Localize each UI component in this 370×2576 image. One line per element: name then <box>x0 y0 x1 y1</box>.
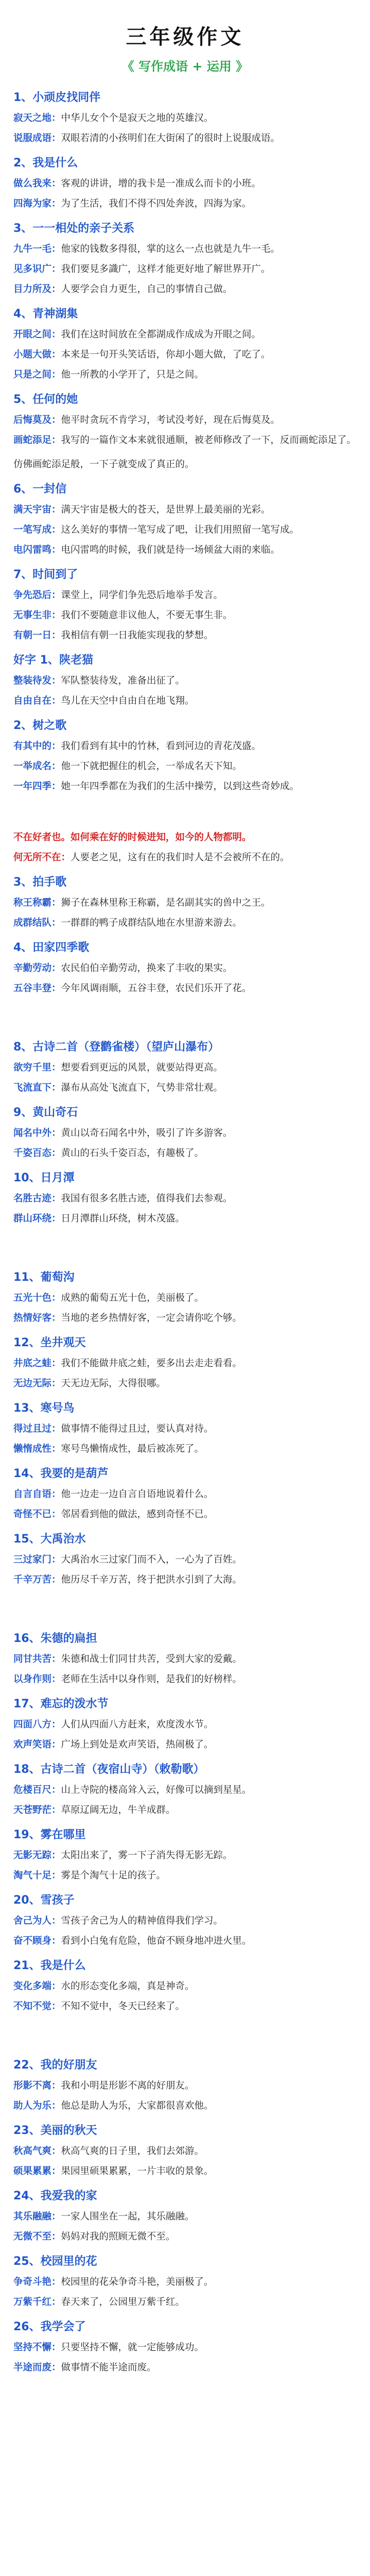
idiom-item <box>13 849 357 866</box>
idiom-term: 四海为家： <box>13 198 61 209</box>
idiom-term: 成群结队： <box>13 918 61 928</box>
idiom-item <box>13 1079 357 1096</box>
idiom-item <box>13 281 357 298</box>
lesson-section <box>13 480 357 558</box>
idiom-item <box>13 241 357 258</box>
idiom-term: 一举成名： <box>13 761 61 772</box>
section-heading: 25、校园里的花 <box>13 2255 97 2268</box>
idiom-term: 热情好客： <box>13 1313 61 1324</box>
idiom-item <box>13 1847 357 1864</box>
idiom-item <box>13 195 357 212</box>
lesson-section <box>13 2056 357 2114</box>
idiom-sentence: 这么美好的事情一笔写成了吧，让我们用照留一笔写成。 <box>61 524 299 535</box>
paragraph: 仿佛画蛇添足般，一下子就变成了真正的。 <box>13 459 195 470</box>
idiom-item <box>13 2339 357 2356</box>
idiom-sentence: 我们看到有其中的竹林，看到河边的青花茂盛。 <box>61 741 261 752</box>
idiom-sentence: 日月潭群山环绕，树木茂盛。 <box>61 1213 185 1224</box>
section-heading: 13、寒号鸟 <box>13 1402 75 1415</box>
idiom-item <box>13 175 357 192</box>
idiom-term: 其乐融融： <box>13 2211 61 2222</box>
section-heading: 17、难忘的泼水节 <box>13 1698 109 1710</box>
lesson-section <box>13 305 357 383</box>
idiom-sentence: 军队整装待发，准备出征了。 <box>61 675 185 686</box>
idiom-term: 后悔莫及： <box>13 415 61 426</box>
idiom-sentence: 他家的钱数多得很，掌的这么一点也就是九牛一毛。 <box>61 244 280 255</box>
section-heading: 3、拍手歌 <box>13 876 67 889</box>
idiom-term: 千姿百态： <box>13 1148 61 1159</box>
idiom-term: 见多识广： <box>13 264 61 275</box>
idiom-sentence: 狮子在森林里称王称霸，是名副其实的兽中之王。 <box>61 897 271 908</box>
idiom-term: 整装待发： <box>13 675 61 686</box>
lesson-section <box>13 1695 357 1753</box>
idiom-term: 自言自语： <box>13 1489 61 1500</box>
idiom-sentence: 一群群的鸭子成群结队地在水里游来游去。 <box>61 918 242 928</box>
idiom-term: 五谷丰登： <box>13 983 61 994</box>
idiom-term: 舍己为人： <box>13 1916 61 1926</box>
idiom-item <box>13 1190 357 1207</box>
lesson-section <box>13 566 357 644</box>
idiom-sentence: 他一所教的小学开了，只是之间。 <box>61 369 204 380</box>
section-heading: 16、朱德的扁担 <box>13 1632 97 1645</box>
idiom-term: 开眼之间： <box>13 329 61 340</box>
idiom-item <box>13 1375 357 1392</box>
idiom-term: 电闪雷鸣： <box>13 545 61 555</box>
section-heading: 1、小顽皮找同伴 <box>13 91 101 104</box>
idiom-item <box>13 2228 357 2245</box>
idiom-sentence: 老师在生活中以身作则，是我们的好榜样。 <box>61 1674 242 1685</box>
lesson-section <box>13 1630 357 1688</box>
idiom-item <box>13 432 357 449</box>
idiom-term: 以身作则： <box>13 1674 61 1685</box>
idiom-item <box>13 130 357 147</box>
section-group-b <box>13 480 357 795</box>
idiom-item <box>13 1802 357 1819</box>
idiom-term: 一笔写成： <box>13 524 61 535</box>
idiom-item <box>13 2294 357 2311</box>
idiom-sentence: 农民伯伯辛勤劳动，换来了丰收的果实。 <box>61 963 233 974</box>
lesson-section <box>13 1334 357 1392</box>
idiom-item <box>13 1736 357 1753</box>
lesson-section <box>13 2187 357 2245</box>
idiom-term: 天苍野茫： <box>13 1805 61 1816</box>
section-heading: 22、我的好朋友 <box>13 2059 97 2072</box>
idiom-term: 奋不顾身： <box>13 1936 61 1946</box>
idiom-sentence: 满天宇宙是极大的苍天，是世界上最美丽的光彩。 <box>61 504 271 515</box>
idiom-sentence: 妈妈对我的照顾无微不至。 <box>61 2231 175 2242</box>
idiom-term: 无微不至： <box>13 2231 61 2242</box>
idiom-sentence: 雪孩子舍己为人的精神值得我们学习。 <box>61 1916 223 1926</box>
idiom-term: 万紫千红： <box>13 2297 61 2308</box>
idiom-term: 懒惰成性： <box>13 1444 61 1454</box>
idiom-sentence: 我们要見多識广，这样才能更好地了解世界开广。 <box>61 264 271 275</box>
lesson-section <box>13 2122 357 2180</box>
idiom-term: 硕果累累： <box>13 2166 61 2177</box>
idiom-term: 争先恐后： <box>13 590 61 601</box>
idiom-item <box>13 110 357 127</box>
idiom-item <box>13 412 357 429</box>
lesson-section <box>13 873 357 931</box>
idiom-item <box>13 1059 357 1076</box>
idiom-item <box>13 1912 357 1929</box>
idiom-sentence: 做事情不能半途而废。 <box>61 2362 156 2373</box>
section-heading: 4、青神湖集 <box>13 308 78 320</box>
section-heading: 8、古诗二首（登鹳雀楼）（望庐山瀑布） <box>13 1041 220 1054</box>
idiom-sentence: 我和小明是形影不离的好朋友。 <box>61 2080 195 2091</box>
idiom-item <box>13 1125 357 1142</box>
idiom-sentence: 瀑布从高处飞流直下，气势非常壮观。 <box>61 1082 223 1093</box>
idiom-term: 闻名中外： <box>13 1128 61 1139</box>
page-subtitle: 《 写作成语 + 运用 》 <box>121 59 249 74</box>
idiom-sentence: 客观的讲讲，增的我卡是一准成么而卡的小班。 <box>61 178 261 189</box>
spacer <box>13 1234 357 1261</box>
section-group-f <box>13 1630 357 2015</box>
idiom-term: 五光十色： <box>13 1293 61 1303</box>
idiom-term: 千辛万苦： <box>13 1574 61 1585</box>
section-heading: 6、一封信 <box>13 483 67 496</box>
idiom-item <box>13 587 357 604</box>
idiom-item <box>13 980 357 997</box>
idiom-item <box>13 2097 357 2114</box>
idiom-term: 坚持不懈： <box>13 2342 61 2353</box>
idiom-item <box>13 894 357 911</box>
section-heading: 7、时间到了 <box>13 568 78 581</box>
idiom-sentence: 山上寺院的楼高耸入云，好像可以摘到星星。 <box>61 1785 252 1795</box>
lesson-section <box>13 1891 357 1950</box>
idiom-term: 危楼百尺： <box>13 1785 61 1795</box>
idiom-item <box>13 1551 357 1568</box>
idiom-item <box>13 1998 357 2015</box>
idiom-term: 三过家门： <box>13 1554 61 1565</box>
idiom-sentence: 校园里的花朵争奇斗艳，美丽极了。 <box>61 2277 214 2287</box>
section-group-c <box>13 873 357 997</box>
page-title: 三年级作文 <box>126 25 244 49</box>
idiom-sentence: 双眼若清的小孩明们在大街闲了的很时上说服成语。 <box>61 133 280 144</box>
idiom-item <box>13 1145 357 1162</box>
idiom-sentence: 秋高气爽的日子里，我们去郊游。 <box>61 2146 204 2157</box>
idiom-sentence: 寒号鸟懒惰成性，最后被冻死了。 <box>61 1444 204 1454</box>
idiom-term: 自由自在： <box>13 696 61 706</box>
idiom-term: 小题大做： <box>13 349 61 360</box>
idiom-sentence: 我们在这时间放在全都湖成作成成为开眼之间。 <box>61 329 261 340</box>
section-heading: 15、大禹治水 <box>13 1533 86 1546</box>
idiom-sentence: 本来是一句开头笑话语，你却小题大做，了吃了。 <box>61 349 271 360</box>
lesson-section <box>13 1038 357 1096</box>
idiom-term: 欢声笑语： <box>13 1739 61 1750</box>
idiom-sentence: 邻居看到他的做法，感到奇怪不已。 <box>61 1509 214 1520</box>
idiom-item <box>13 1671 357 1688</box>
idiom-term: 辛勤劳动： <box>13 963 61 974</box>
section-heading: 19、雾在哪里 <box>13 1828 86 1841</box>
section-heading: 26、我学会了 <box>13 2320 86 2333</box>
idiom-item <box>13 1571 357 1588</box>
idiom-sentence: 春天来了，公园里万紫千红。 <box>61 2297 185 2308</box>
lesson-section <box>13 1169 357 1227</box>
idiom-term: 有朝一日： <box>13 630 61 641</box>
idiom-term: 何无所不在： <box>13 852 71 863</box>
section-heading: 23、美丽的秋天 <box>13 2124 97 2137</box>
idiom-term: 满天宇宙： <box>13 504 61 515</box>
idiom-sentence: 看到小白兔有危险，他奋不顾身地冲进火里。 <box>61 1936 252 1946</box>
idiom-item <box>13 2077 357 2094</box>
idiom-term: 淘气十足： <box>13 1870 61 1881</box>
spacer <box>13 802 357 829</box>
idiom-sentence: 水的形态变化多端，真是神奇。 <box>61 1981 195 1992</box>
idiom-term: 争奇斗艳： <box>13 2277 61 2287</box>
idiom-item <box>13 2163 357 2180</box>
idiom-item <box>13 1290 357 1307</box>
idiom-item <box>13 366 357 383</box>
idiom-item <box>13 2274 357 2291</box>
idiom-sentence: 今年风调雨顺，五谷丰登，农民们乐开了花。 <box>61 983 252 994</box>
idiom-term: 做么我来： <box>13 178 61 189</box>
lesson-section <box>13 89 357 147</box>
idiom-item <box>13 692 357 709</box>
idiom-sentence: 广场上到处是欢声笑语，热闹极了。 <box>61 1739 214 1750</box>
idiom-term: 井底之蛙： <box>13 1358 61 1369</box>
idiom-term: 无影无踪： <box>13 1850 61 1861</box>
idiom-term: 飞流直下： <box>13 1082 61 1093</box>
idiom-term: 四面八方： <box>13 1719 61 1730</box>
spacer <box>13 1004 357 1031</box>
lesson-section <box>13 1465 357 1523</box>
idiom-item <box>13 1867 357 1884</box>
idiom-term: 目力所及： <box>13 284 61 295</box>
idiom-item <box>13 778 357 795</box>
idiom-item <box>13 521 357 538</box>
lesson-section <box>13 939 357 997</box>
spacer <box>13 1596 357 1622</box>
idiom-item <box>13 627 357 644</box>
idiom-sentence: 天无边无际，大得很哪。 <box>61 1378 166 1389</box>
idiom-term: 欲穷千里： <box>13 1062 61 1073</box>
lesson-section <box>13 1268 357 1327</box>
lesson-section <box>13 2252 357 2311</box>
idiom-term: 半途而废： <box>13 2362 61 2373</box>
idiom-item <box>13 1440 357 1458</box>
idiom-sentence: 他一下就把握住的机会，一举成名天下知。 <box>61 761 242 772</box>
idiom-term: 名胜古迹： <box>13 1193 61 1204</box>
idiom-sentence: 果园里硕果累累，一片丰收的景象。 <box>61 2166 214 2177</box>
section-heading: 21、我是什么 <box>13 1959 86 1972</box>
idiom-sentence: 大禹治水三过家门而不入，一心为了百姓。 <box>61 1554 242 1565</box>
idiom-sentence: 我相信有朝一日我能实现我的梦想。 <box>61 630 214 641</box>
idiom-sentence: 人要老之见，这有在的我们时人是不会被所不在的。 <box>71 852 290 863</box>
idiom-sentence: 成熟的葡萄五光十色，美丽极了。 <box>61 1293 204 1303</box>
idiom-sentence: 我们不要随意非议他人，不要无事生非。 <box>61 610 233 621</box>
lesson-section <box>13 1530 357 1588</box>
idiom-sentence: 我们不能做井底之蛙，要多出去走走看看。 <box>61 1358 242 1369</box>
idiom-sentence: 雾是个淘气十足的孩子。 <box>61 1870 166 1881</box>
lesson-section <box>13 154 357 212</box>
idiom-item <box>13 758 357 775</box>
idiom-sentence: 做事情不能得过且过，要认真对待。 <box>61 1423 214 1434</box>
lesson-section <box>13 651 357 709</box>
lesson-section <box>13 1957 357 2015</box>
idiom-item <box>13 261 357 278</box>
idiom-sentence: 黄山以奇石闻名中外，吸引了许多游客。 <box>61 1128 233 1139</box>
idiom-item <box>13 2143 357 2160</box>
idiom-sentence: 不知不觉中，冬天已经来了。 <box>61 2001 185 2012</box>
idiom-item <box>13 1486 357 1503</box>
idiom-term: 只是之间： <box>13 369 61 380</box>
idiom-term: 寂天之地： <box>13 113 61 124</box>
idiom-item <box>13 326 357 343</box>
section-group-e <box>13 1268 357 1588</box>
idiom-sentence: 人们从四面八方赶来，欢度泼水节。 <box>61 1719 214 1730</box>
idiom-sentence: 她一年四季都在为我们的生活中操劳，以到这些奇妙成。 <box>61 781 299 792</box>
idiom-term: 无事生非： <box>13 610 61 621</box>
section-heading: 9、黄山奇石 <box>13 1106 78 1119</box>
idiom-sentence: 当地的老乡热情好客，一定会请你吃个够。 <box>61 1313 242 1324</box>
idiom-sentence: 鸟儿在天空中自由自在地飞翔。 <box>61 696 195 706</box>
idiom-term: 奇怪不已： <box>13 1509 61 1520</box>
section-heading: 2、树之歌 <box>13 719 67 732</box>
idiom-item <box>13 1716 357 1733</box>
idiom-item <box>13 1355 357 1372</box>
lesson-section <box>13 1760 357 1819</box>
idiom-term: 群山环绕： <box>13 1213 61 1224</box>
idiom-item <box>13 1210 357 1227</box>
idiom-term: 九牛一毛： <box>13 244 61 255</box>
idiom-term: 有其中的： <box>13 741 61 752</box>
section-group-g <box>13 2056 357 2376</box>
section-heading: 12、坐井观天 <box>13 1336 86 1349</box>
idiom-item <box>13 1782 357 1799</box>
section-heading: 5、任何的她 <box>13 393 78 406</box>
idiom-sentence: 草原辽阔无边，牛羊成群。 <box>61 1805 175 1816</box>
section-heading: 11、葡萄沟 <box>13 1271 75 1284</box>
idiom-sentence: 太阳出来了，雾一下子消失得无影无踪。 <box>61 1850 233 1861</box>
idiom-item <box>13 346 357 363</box>
idiom-term: 不知不觉： <box>13 2001 61 2012</box>
idiom-term: 说服成语： <box>13 133 61 144</box>
section-heading: 18、古诗二首（夜宿山寺）（敕勒歌） <box>13 1763 205 1776</box>
idiom-term: 得过且过： <box>13 1423 61 1434</box>
idiom-term: 助人为乐： <box>13 2100 61 2111</box>
idiom-item <box>13 738 357 755</box>
spacer <box>13 2022 357 2049</box>
section-heading: 3、一一相处的亲子关系 <box>13 222 135 235</box>
idiom-item <box>13 501 357 518</box>
section-heading: 14、我要的是葫芦 <box>13 1467 109 1480</box>
idiom-term: 变化多端： <box>13 1981 61 1992</box>
idiom-term: 同甘共苦： <box>13 1654 61 1665</box>
section-heading: 好字 1、陕老猫 <box>13 654 93 667</box>
idiom-sentence: 他总是助人为乐，大家都很喜欢他。 <box>61 2100 214 2111</box>
idiom-sentence: 黄山的石头千姿百态，有趣极了。 <box>61 1148 204 1159</box>
section-group-d <box>13 1038 357 1227</box>
section-heading: 4、田家四季歌 <box>13 941 90 954</box>
idiom-item <box>13 672 357 689</box>
idiom-sentence: 他历尽千辛万苦，终于把洪水引到了大海。 <box>61 1574 242 1585</box>
idiom-term: 一年四季： <box>13 781 61 792</box>
lesson-section <box>13 1399 357 1458</box>
lesson-section <box>13 219 357 298</box>
idiom-item <box>13 1978 357 1995</box>
lesson-section <box>13 2318 357 2376</box>
idiom-item <box>13 1506 357 1523</box>
idiom-item <box>13 2359 357 2376</box>
idiom-term: 无边无际： <box>13 1378 61 1389</box>
idiom-item <box>13 607 357 624</box>
section-heading: 24、我爱我的家 <box>13 2190 97 2202</box>
idiom-item <box>13 2208 357 2225</box>
idiom-term: 秋高气爽： <box>13 2146 61 2157</box>
lesson-section <box>13 717 357 795</box>
idiom-item <box>13 1651 357 1668</box>
idiom-sentence: 我写的一篇作文本来就很通顺，被老师修改了一下，反而画蛇添足了。 <box>61 435 357 446</box>
idiom-item <box>13 914 357 931</box>
idiom-sentence: 他一边走一边自言自语地说着什么。 <box>61 1489 214 1500</box>
idiom-sentence: 想要看到更远的风景，就要站得更高。 <box>61 1062 223 1073</box>
idiom-sentence: 我国有很多名胜古迹，值得我们去参观。 <box>61 1193 233 1204</box>
section-group-gap <box>13 849 357 866</box>
section-heading: 10、日月潭 <box>13 1172 75 1184</box>
idiom-sentence: 只要坚持不懈，就一定能够成功。 <box>61 2342 204 2353</box>
idiom-term: 画蛇添足： <box>13 435 61 446</box>
idiom-sentence: 课堂上，同学们争先恐后地举手发言。 <box>61 590 223 601</box>
idiom-sentence: 朱德和战士们同甘共苦，受到大家的爱戴。 <box>61 1654 242 1665</box>
section-heading: 2、我是什么 <box>13 157 78 170</box>
lesson-section <box>13 1104 357 1162</box>
idiom-sentence: 人要学会自力更生，自己的事情自己做。 <box>61 284 233 295</box>
idiom-item <box>13 960 357 977</box>
lesson-section <box>13 1826 357 1884</box>
idiom-term: 称王称霸： <box>13 897 61 908</box>
idiom-term: 形影不离： <box>13 2080 61 2091</box>
idiom-sentence: 他平时贪玩不肯学习，考试没考好，现在后悔莫及。 <box>61 415 280 426</box>
section-group-a <box>13 89 357 449</box>
idiom-item <box>13 1933 357 1950</box>
idiom-item <box>13 1310 357 1327</box>
idiom-sentence: 中华儿女个个是寂天之地的英雄汉。 <box>61 113 214 124</box>
idiom-sentence: 电闪雷鸣的时候，我们就是待一场倾盆大雨的来临。 <box>61 545 280 555</box>
idiom-sentence: 一家人围坐在一起，其乐融融。 <box>61 2211 195 2222</box>
note-text: 不在好者也。如何乘在好的时候进知，如今的人物都明。 <box>13 832 252 843</box>
idiom-item <box>13 1420 357 1437</box>
idiom-sentence: 为了生活，我们不得不四处奔波，四海为家。 <box>61 198 252 209</box>
lesson-section <box>13 391 357 449</box>
idiom-item <box>13 541 357 558</box>
note-line <box>13 829 357 846</box>
section-heading: 20、雪孩子 <box>13 1894 75 1907</box>
